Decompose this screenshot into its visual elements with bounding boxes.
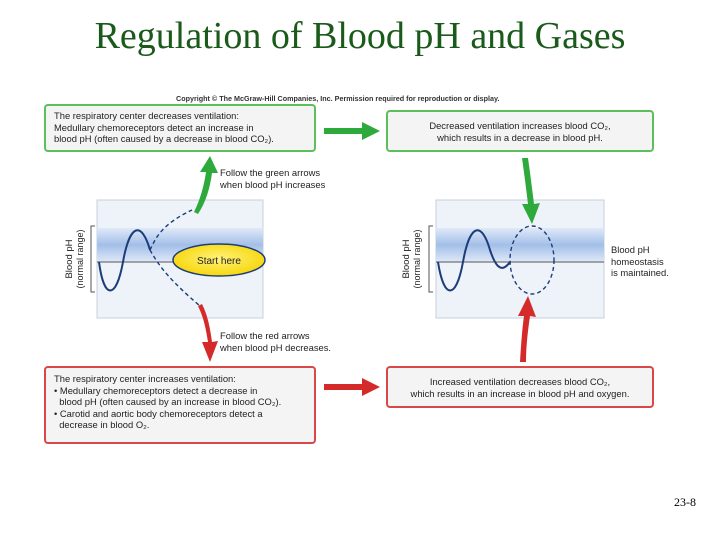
box-line: • Medullary chemoreceptors detect a decrease in xyxy=(54,384,258,396)
green-arrow-note: Follow the green arrows when blood pH increases xyxy=(220,167,326,190)
slide-title: Regulation of Blood pH and Gases xyxy=(94,15,626,57)
start-here-label: Start here xyxy=(197,256,241,267)
box-line: which results in a decrease in blood pH. xyxy=(437,131,603,143)
copyright-notice: Copyright © The McGraw-Hill Companies, Inc. Permission required for reproduction or display. xyxy=(176,94,500,103)
right-ph-graph xyxy=(401,200,604,318)
axis-label-main: Blood pH xyxy=(64,239,75,279)
box-line: which results in an increase in blood pH and oxygen. xyxy=(410,387,630,399)
box-line: The respiratory center decreases ventilation: xyxy=(54,110,239,121)
axis-label-sub: (normal range) xyxy=(75,229,85,289)
box-line: • Carotid and aortic body chemoreceptors detect a xyxy=(54,407,263,419)
homeostasis-note: Blood pH homeostasis is maintained. xyxy=(611,244,669,278)
page-number: 23-8 xyxy=(674,495,696,509)
box-line: Increased ventilation decreases blood CO₂, xyxy=(429,376,611,387)
box-line: blood pH (often caused by an increase in blood CO₂). xyxy=(54,396,282,407)
red-arrow-note: Follow the red arrows when blood pH decreases. xyxy=(220,330,332,353)
box-line: decrease in blood O₂. xyxy=(54,419,150,430)
box-line: blood pH (often caused by a decrease in blood CO₂). xyxy=(54,133,274,144)
red-horizontal-arrow xyxy=(324,378,380,396)
box-line: Decreased ventilation increases blood CO₂, xyxy=(429,120,611,131)
green-horizontal-arrow xyxy=(324,122,380,140)
axis-label-main: Blood pH xyxy=(401,239,412,279)
axis-label-sub: (normal range) xyxy=(412,229,422,289)
box-line: Medullary chemoreceptors detect an increase in xyxy=(54,121,254,133)
box-line: The respiratory center increases ventilation: xyxy=(54,373,236,384)
left-ph-graph xyxy=(64,200,265,318)
